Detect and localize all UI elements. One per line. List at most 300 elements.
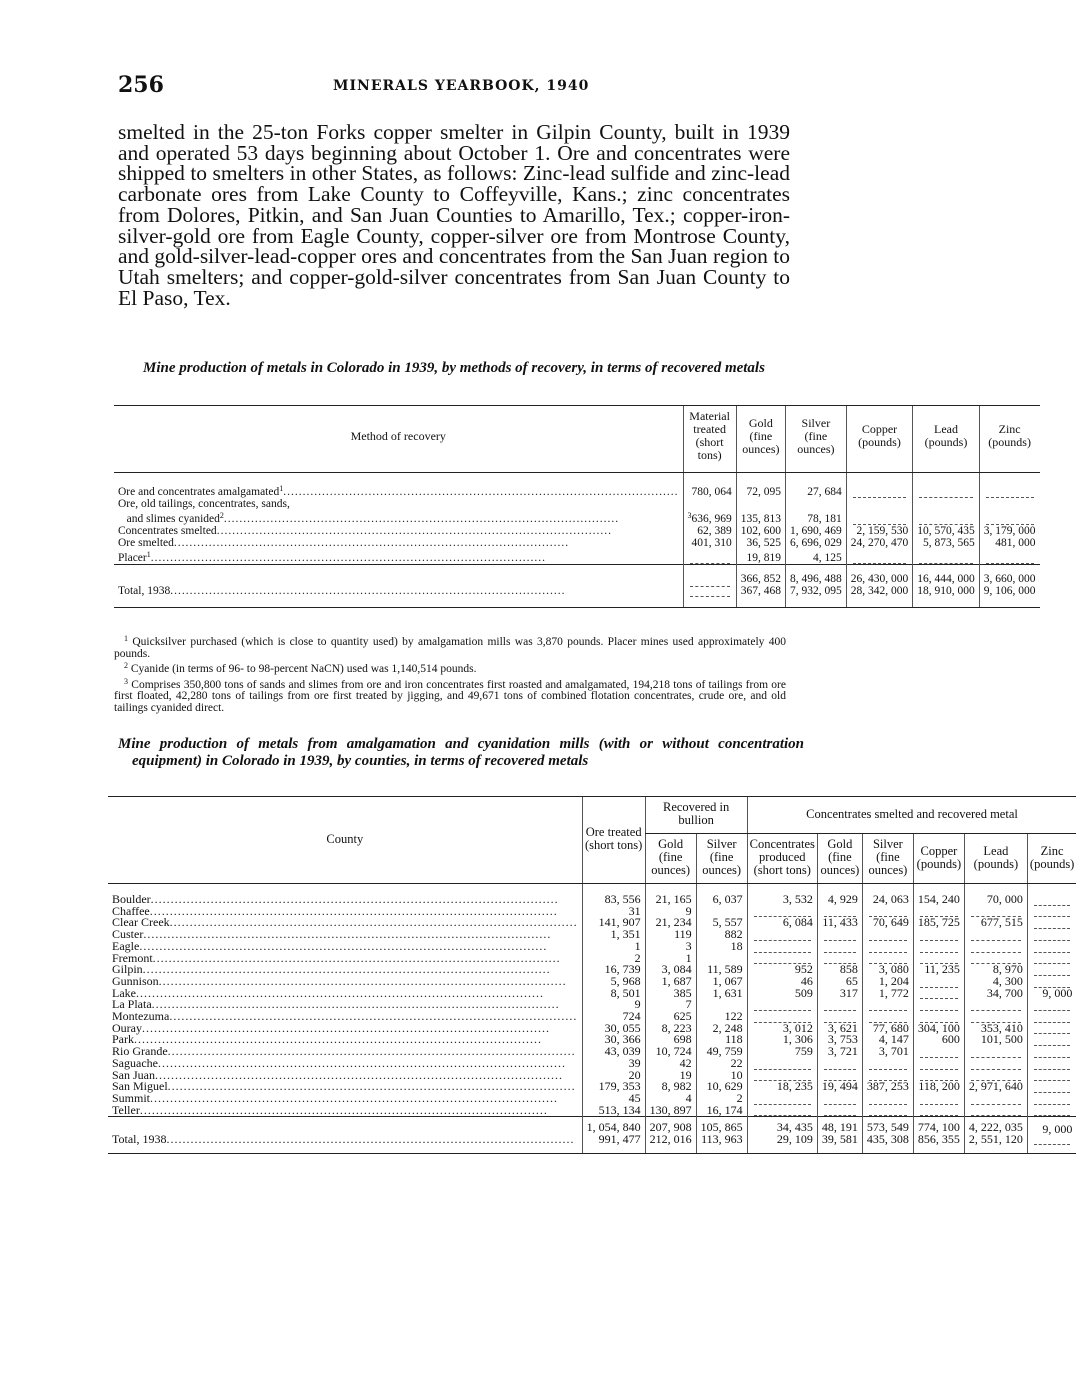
cell-empty (964, 929, 1027, 941)
cell-value: 49, 759 (696, 1046, 747, 1058)
cell-empty (862, 1093, 913, 1105)
cell-value: 4, 147 (862, 1034, 913, 1046)
cell-copper (846, 549, 913, 565)
cell-value: 185, 725 (913, 917, 964, 929)
county-text: Lake (112, 985, 136, 1000)
cell-gold: 72, 095 (736, 473, 785, 499)
total-cell (747, 1117, 817, 1154)
cell-empty (913, 941, 964, 953)
cell-value: 119 (645, 929, 696, 941)
table-row (114, 510, 1040, 525)
cell-silver (786, 498, 847, 510)
t1-header: Method of recovery (114, 406, 683, 473)
cell-empty (1027, 1034, 1076, 1046)
leader-dashes (824, 1060, 856, 1070)
cell-gold: 36, 525 (736, 537, 785, 549)
cell-value: 31 (582, 906, 645, 918)
cell-value: 858 (817, 964, 862, 976)
cell-material: 780, 064 (683, 473, 736, 499)
cell-value: 10, 629 (696, 1081, 747, 1093)
total-lead (913, 565, 980, 608)
method-label (114, 537, 683, 549)
county-text: Fremont (112, 950, 153, 965)
cell-empty (747, 929, 817, 941)
total-1939: 48, 191 (821, 1120, 858, 1135)
total-row (114, 565, 1040, 608)
table-row (114, 549, 1040, 565)
cell-zinc: 481, 000 (979, 537, 1039, 549)
cell-lead (913, 549, 980, 565)
leader-dots (140, 1103, 548, 1117)
footnote-mark: 2 (219, 511, 224, 520)
table-row (114, 498, 1040, 510)
t1-header: Copper (pounds) (846, 406, 913, 473)
total-1938: 18, 910, 000 (917, 585, 975, 597)
cell-value: 724 (582, 1011, 645, 1023)
cell-empty (1027, 884, 1076, 906)
total-1939: 26, 430, 000 (850, 573, 909, 585)
total-1939: 573, 549 (866, 1120, 909, 1135)
cell-copper (846, 473, 913, 499)
cell-value: 11, 589 (696, 964, 747, 976)
cell-empty (817, 1058, 862, 1070)
leader-dashes (920, 1001, 958, 1011)
cell-empty (817, 999, 862, 1011)
total-label (108, 1117, 582, 1154)
leader-dashes (919, 488, 973, 498)
cell-value: 45 (582, 1093, 645, 1105)
table-row (114, 473, 1040, 499)
leader-dashes (920, 1048, 958, 1058)
cell-value: 1, 306 (747, 1034, 817, 1046)
cell-value: 11, 433 (817, 917, 862, 929)
total-1938: 212, 016 (649, 1132, 692, 1147)
cell-value: 1, 772 (862, 988, 913, 1000)
county-text: San Juan (112, 1067, 155, 1082)
county-text: Custer (112, 927, 144, 942)
cell-material: 62, 389 (683, 525, 736, 537)
leader-dashes (1034, 1001, 1070, 1011)
leader-dashes (1034, 1013, 1070, 1023)
page-header (118, 72, 788, 102)
county-text: Park (112, 1032, 134, 1047)
leader-dashes (869, 1060, 907, 1070)
method-label (114, 525, 683, 537)
cell-value: 1, 351 (582, 929, 645, 941)
running-title: MINERALS YEARBOOK, 1940 (333, 78, 590, 94)
cell-empty (1027, 1081, 1076, 1093)
cell-empty (1027, 929, 1076, 941)
leader-dashes (986, 554, 1034, 564)
cell-value: 21, 165 (645, 884, 696, 906)
footnotes (114, 633, 786, 714)
leader-dashes (1034, 931, 1070, 941)
cell-value: 759 (747, 1046, 817, 1058)
cell-empty (1027, 999, 1076, 1011)
total-cell (645, 1117, 696, 1154)
header-group-bullion: Recovered in bullion (645, 797, 747, 834)
method-text: and slimes cyanided (118, 513, 220, 525)
leader-dashes (690, 554, 730, 564)
cell-empty (862, 1105, 913, 1117)
cell-value: 30, 366 (582, 1034, 645, 1046)
leader-dashes (824, 943, 856, 953)
leader-dashes (1034, 1106, 1070, 1116)
cell-value: 317 (817, 988, 862, 1000)
cell-value: 5, 968 (582, 976, 645, 988)
county-text: Eagle (112, 938, 140, 953)
method-label (114, 498, 683, 510)
cell-value: 509 (747, 988, 817, 1000)
table-recovery-methods (114, 405, 1040, 608)
cell-empty (1027, 917, 1076, 929)
method-label (114, 473, 683, 499)
cell-value: 22 (696, 1058, 747, 1070)
leader-dashes (1034, 954, 1070, 964)
cell-value: 11, 235 (913, 964, 964, 976)
cell-value: 1 (582, 941, 645, 953)
cell-empty (747, 941, 817, 953)
cell-value: 882 (696, 929, 747, 941)
cell-value: 2, 971, 640 (964, 1081, 1027, 1093)
cell-value: 20 (582, 1070, 645, 1082)
cell-value: 19, 494 (817, 1081, 862, 1093)
cell-empty (1027, 906, 1076, 918)
cell-silver: 78, 181 (786, 510, 847, 525)
cell-value: 24, 063 (862, 884, 913, 906)
total-1938: 991, 477 (598, 1132, 641, 1147)
cell-value: 34, 700 (964, 988, 1027, 1000)
cell-value: 101, 500 (964, 1034, 1027, 1046)
method-text: Placer (118, 552, 147, 564)
cell-silver: 27, 684 (786, 473, 847, 499)
footnote-mark: 3 (124, 676, 128, 686)
cell-value: 2, 248 (696, 1023, 747, 1035)
county-text: San Miguel (112, 1079, 168, 1094)
leader-dashes (1034, 907, 1070, 917)
county-text: Summit (112, 1090, 151, 1105)
cell-empty (913, 976, 964, 988)
cell-empty (817, 1093, 862, 1105)
cell-empty (747, 1105, 817, 1117)
cell-value: 141, 907 (582, 917, 645, 929)
cell-value: 65 (817, 976, 862, 988)
leader-dashes (869, 1001, 907, 1011)
cell-empty (913, 1093, 964, 1105)
cell-value: 6, 037 (696, 884, 747, 906)
cell-silver: 1, 690, 469 (786, 525, 847, 537)
cell-value: 353, 410 (964, 1023, 1027, 1035)
cell-empty (1027, 1070, 1076, 1082)
leader-dots (224, 513, 619, 525)
leader-dashes (986, 515, 1034, 525)
total-1939: 1, 054, 840 (586, 1120, 641, 1135)
t2-header: Zinc (pounds) (1027, 834, 1076, 884)
county-text: La Plata (112, 997, 152, 1012)
cell-value: 16, 174 (696, 1105, 747, 1117)
total-1938: 9, 106, 000 (983, 585, 1036, 597)
total-1939: 34, 435 (776, 1120, 813, 1135)
leader-dashes (754, 943, 811, 953)
total-1939: 16, 444, 000 (917, 573, 975, 585)
cell-zinc (979, 510, 1039, 525)
t2-header: Copper (pounds) (913, 834, 964, 884)
method-label (114, 549, 683, 565)
leader-dashes (690, 577, 730, 587)
cell-zinc (979, 549, 1039, 565)
total-1938: 28, 342, 000 (850, 585, 909, 597)
cell-value: 304, 100 (913, 1023, 964, 1035)
leader-dashes (1034, 1024, 1070, 1034)
leader-dashes (1034, 966, 1070, 976)
cell-value: 385 (645, 988, 696, 1000)
leader-dashes (690, 587, 730, 597)
total-text: Total, 1938 (112, 1132, 167, 1147)
cell-empty (964, 941, 1027, 953)
cell-empty (1027, 1046, 1076, 1058)
cell-empty (1027, 1011, 1076, 1023)
leader-dashes (853, 554, 907, 564)
total-cell (862, 1117, 913, 1154)
footnote (114, 660, 786, 676)
leader-dashes (853, 488, 907, 498)
t1-header: Lead (pounds) (913, 406, 980, 473)
cell-value: 122 (696, 1011, 747, 1023)
cell-value: 3, 721 (817, 1046, 862, 1058)
total-1938: 367, 468 (740, 585, 781, 597)
total-1938: 435, 308 (866, 1132, 909, 1147)
total-1939: 105, 865 (700, 1120, 743, 1135)
total-1938: 2, 551, 120 (968, 1132, 1023, 1147)
total-1938: 7, 932, 095 (790, 585, 842, 597)
cell-value: 1, 687 (645, 976, 696, 988)
cell-copper (846, 510, 913, 525)
cell-lead: 5, 873, 565 (913, 537, 980, 549)
leader-dots (167, 1132, 575, 1146)
cell-gold (736, 498, 785, 510)
leader-dashes (1034, 1048, 1070, 1058)
total-1939: 366, 852 (740, 573, 781, 585)
leader-dashes (1034, 1135, 1070, 1145)
leader-dashes (920, 1095, 958, 1105)
total-cell (696, 1117, 747, 1154)
cell-lead (913, 473, 980, 499)
t1-header: Zinc (pounds) (979, 406, 1039, 473)
cell-value: 19 (645, 1070, 696, 1082)
total-cell (582, 1117, 645, 1154)
cell-value: 42 (645, 1058, 696, 1070)
cell-material (683, 565, 736, 608)
leader-dashes (1034, 919, 1070, 929)
cell-value: 130, 897 (645, 1105, 696, 1117)
leader-dashes (824, 1106, 856, 1116)
table-row (108, 1105, 1076, 1117)
leader-dashes (971, 1048, 1021, 1058)
cell-material: $^3$636, 969 (683, 510, 736, 525)
cell-value: 43, 039 (582, 1046, 645, 1058)
cell-lead: 10, 570, 435 (913, 525, 980, 537)
cell-value: 10 (696, 1070, 747, 1082)
leader-dashes (1034, 1036, 1070, 1046)
cell-value: 18 (696, 941, 747, 953)
cell-silver: 6, 696, 029 (786, 537, 847, 549)
cell-empty (913, 1046, 964, 1058)
cell-value: 1 (645, 953, 696, 965)
cell-empty (1027, 953, 1076, 965)
leader-dashes (853, 515, 907, 525)
leader-dashes (920, 1106, 958, 1116)
total-text: Total, 1938 (118, 585, 171, 597)
leader-dashes (971, 1106, 1021, 1116)
cell-value: 9, 000 (1027, 988, 1076, 1000)
cell-value: 18, 235 (747, 1081, 817, 1093)
county-name (108, 884, 582, 906)
county-text: Clear Creek (112, 915, 170, 930)
cell-value: 5, 557 (696, 917, 747, 929)
cell-empty (913, 999, 964, 1011)
county-name (108, 1102, 582, 1117)
leader-dashes (919, 554, 973, 564)
t1-header: Material treated (short tons) (683, 406, 736, 473)
leader-dashes (824, 1001, 856, 1011)
total-1939: 207, 908 (649, 1120, 692, 1135)
cell-empty (862, 999, 913, 1011)
cell-value: 3, 621 (817, 1023, 862, 1035)
cell-empty (1027, 1105, 1076, 1117)
leader-dashes (754, 1060, 811, 1070)
cell-value: 118 (696, 1034, 747, 1046)
leader-dots (170, 585, 565, 597)
cell-value: 1, 204 (862, 976, 913, 988)
t2-header: Lead (pounds) (964, 834, 1027, 884)
cell-value: 3, 084 (645, 964, 696, 976)
leader-dashes (971, 1001, 1021, 1011)
cell-value: 513, 134 (582, 1105, 645, 1117)
total-cell (817, 1117, 862, 1154)
cell-value: 46 (747, 976, 817, 988)
cell-value: 3, 532 (747, 884, 817, 906)
cell-value: 600 (913, 1034, 964, 1046)
cell-empty (964, 1046, 1027, 1058)
cell-zinc: 3, 179, 000 (979, 525, 1039, 537)
leader-dashes (754, 931, 811, 941)
cell-value: 3, 080 (862, 964, 913, 976)
leader-dashes (971, 931, 1021, 941)
total-1939: 774, 100 (917, 1120, 960, 1135)
cell-empty (913, 988, 964, 1000)
cell-value: 1, 631 (696, 988, 747, 1000)
county-text: Rio Grande (112, 1044, 168, 1059)
cell-material (683, 498, 736, 510)
county-text: Teller (112, 1102, 140, 1117)
table2-caption: Mine production of metals from amalgamation and cyanidation mills (with or without concentration equipment) in Colorado in 1939, by counties, in terms of recovered metals (118, 736, 804, 769)
leader-dashes (920, 978, 958, 988)
cell-empty (862, 929, 913, 941)
cell-value: 3 (645, 941, 696, 953)
cell-value: 3, 701 (862, 1046, 913, 1058)
county-text: Gilpin (112, 962, 143, 977)
total-cell (913, 1117, 964, 1154)
cell-copper (846, 498, 913, 510)
cell-empty (817, 1105, 862, 1117)
table1-caption: Mine production of metals in Colorado in 1939, by methods of recovery, in terms of recovered metals (143, 360, 765, 376)
footnote-text: Comprises 350,800 tons of sands and slimes from ore and iron concentrates first roasted and amalgamated, 194,218 tons of tailings from ore first floated, 42,280 tons of tailings from ore first treated by jigging, and 49,671 tons of combined flotation concentrates, crude ore, and old tailings cyanided direct. (114, 678, 786, 714)
cell-value: 21, 234 (645, 917, 696, 929)
cell-empty (747, 1058, 817, 1070)
leader-dashes (1034, 1071, 1070, 1081)
leader-dashes (754, 1001, 811, 1011)
leader-dashes (869, 1095, 907, 1105)
footnote-mark: 3 (687, 511, 692, 520)
leader-dashes (920, 1060, 958, 1070)
county-text: Chaffee (112, 903, 150, 918)
method-label (114, 510, 683, 525)
leader-dashes (869, 931, 907, 941)
cell-value: 70, 000 (964, 884, 1027, 906)
leader-dashes (824, 931, 856, 941)
cell-value: 10, 724 (645, 1046, 696, 1058)
leader-dashes (1034, 896, 1070, 906)
cell-value: 8, 982 (645, 1081, 696, 1093)
cell-value: 625 (645, 1011, 696, 1023)
t2-header: Gold (fine ounces) (817, 834, 862, 884)
header-county: County (108, 797, 582, 884)
total-1938: 113, 963 (701, 1132, 743, 1147)
t1-header: Silver (fine ounces) (786, 406, 847, 473)
cell-value: 952 (747, 964, 817, 976)
cell-value: 70, 649 (862, 917, 913, 929)
cell-empty (913, 1105, 964, 1117)
cell-lead (913, 510, 980, 525)
cell-material: 401, 310 (683, 537, 736, 549)
total-gold (736, 565, 785, 608)
table-row (108, 884, 1076, 906)
county-text: Ouray (112, 1020, 142, 1035)
county-text: Boulder (112, 892, 151, 906)
cell-empty (964, 1105, 1027, 1117)
cell-lead (913, 498, 980, 510)
leader-dashes (971, 1095, 1021, 1105)
cell-value: 1, 067 (696, 976, 747, 988)
cell-silver: 4, 125 (786, 549, 847, 565)
total-cell (1027, 1117, 1076, 1154)
leader-dashes (1034, 1095, 1070, 1105)
total-1938: 39, 581 (821, 1132, 858, 1147)
cell-value: 118, 200 (913, 1081, 964, 1093)
leader-dashes (869, 1106, 907, 1116)
cell-empty (817, 941, 862, 953)
cell-empty (964, 1093, 1027, 1105)
cell-empty (1027, 1093, 1076, 1105)
leader-dashes (869, 943, 907, 953)
total-row (108, 1117, 1076, 1154)
footnote-text: Cyanide (in terms of 96- to 98-percent NaCN) used was 1,140,514 pounds. (128, 663, 477, 675)
cell-value: 2 (696, 1093, 747, 1105)
cell-empty (1027, 964, 1076, 976)
leader-dots (283, 486, 678, 498)
leader-dashes (971, 943, 1021, 953)
footnote-mark: 1 (279, 484, 284, 493)
total-1938: 29, 109 (776, 1132, 813, 1147)
cell-material (683, 549, 736, 565)
cell-empty (862, 1058, 913, 1070)
cell-value: 8, 501 (582, 988, 645, 1000)
leader-dashes (920, 943, 958, 953)
leader-dots (217, 525, 612, 537)
cell-empty (964, 999, 1027, 1011)
total-copper (846, 565, 913, 608)
cell-empty (964, 1058, 1027, 1070)
